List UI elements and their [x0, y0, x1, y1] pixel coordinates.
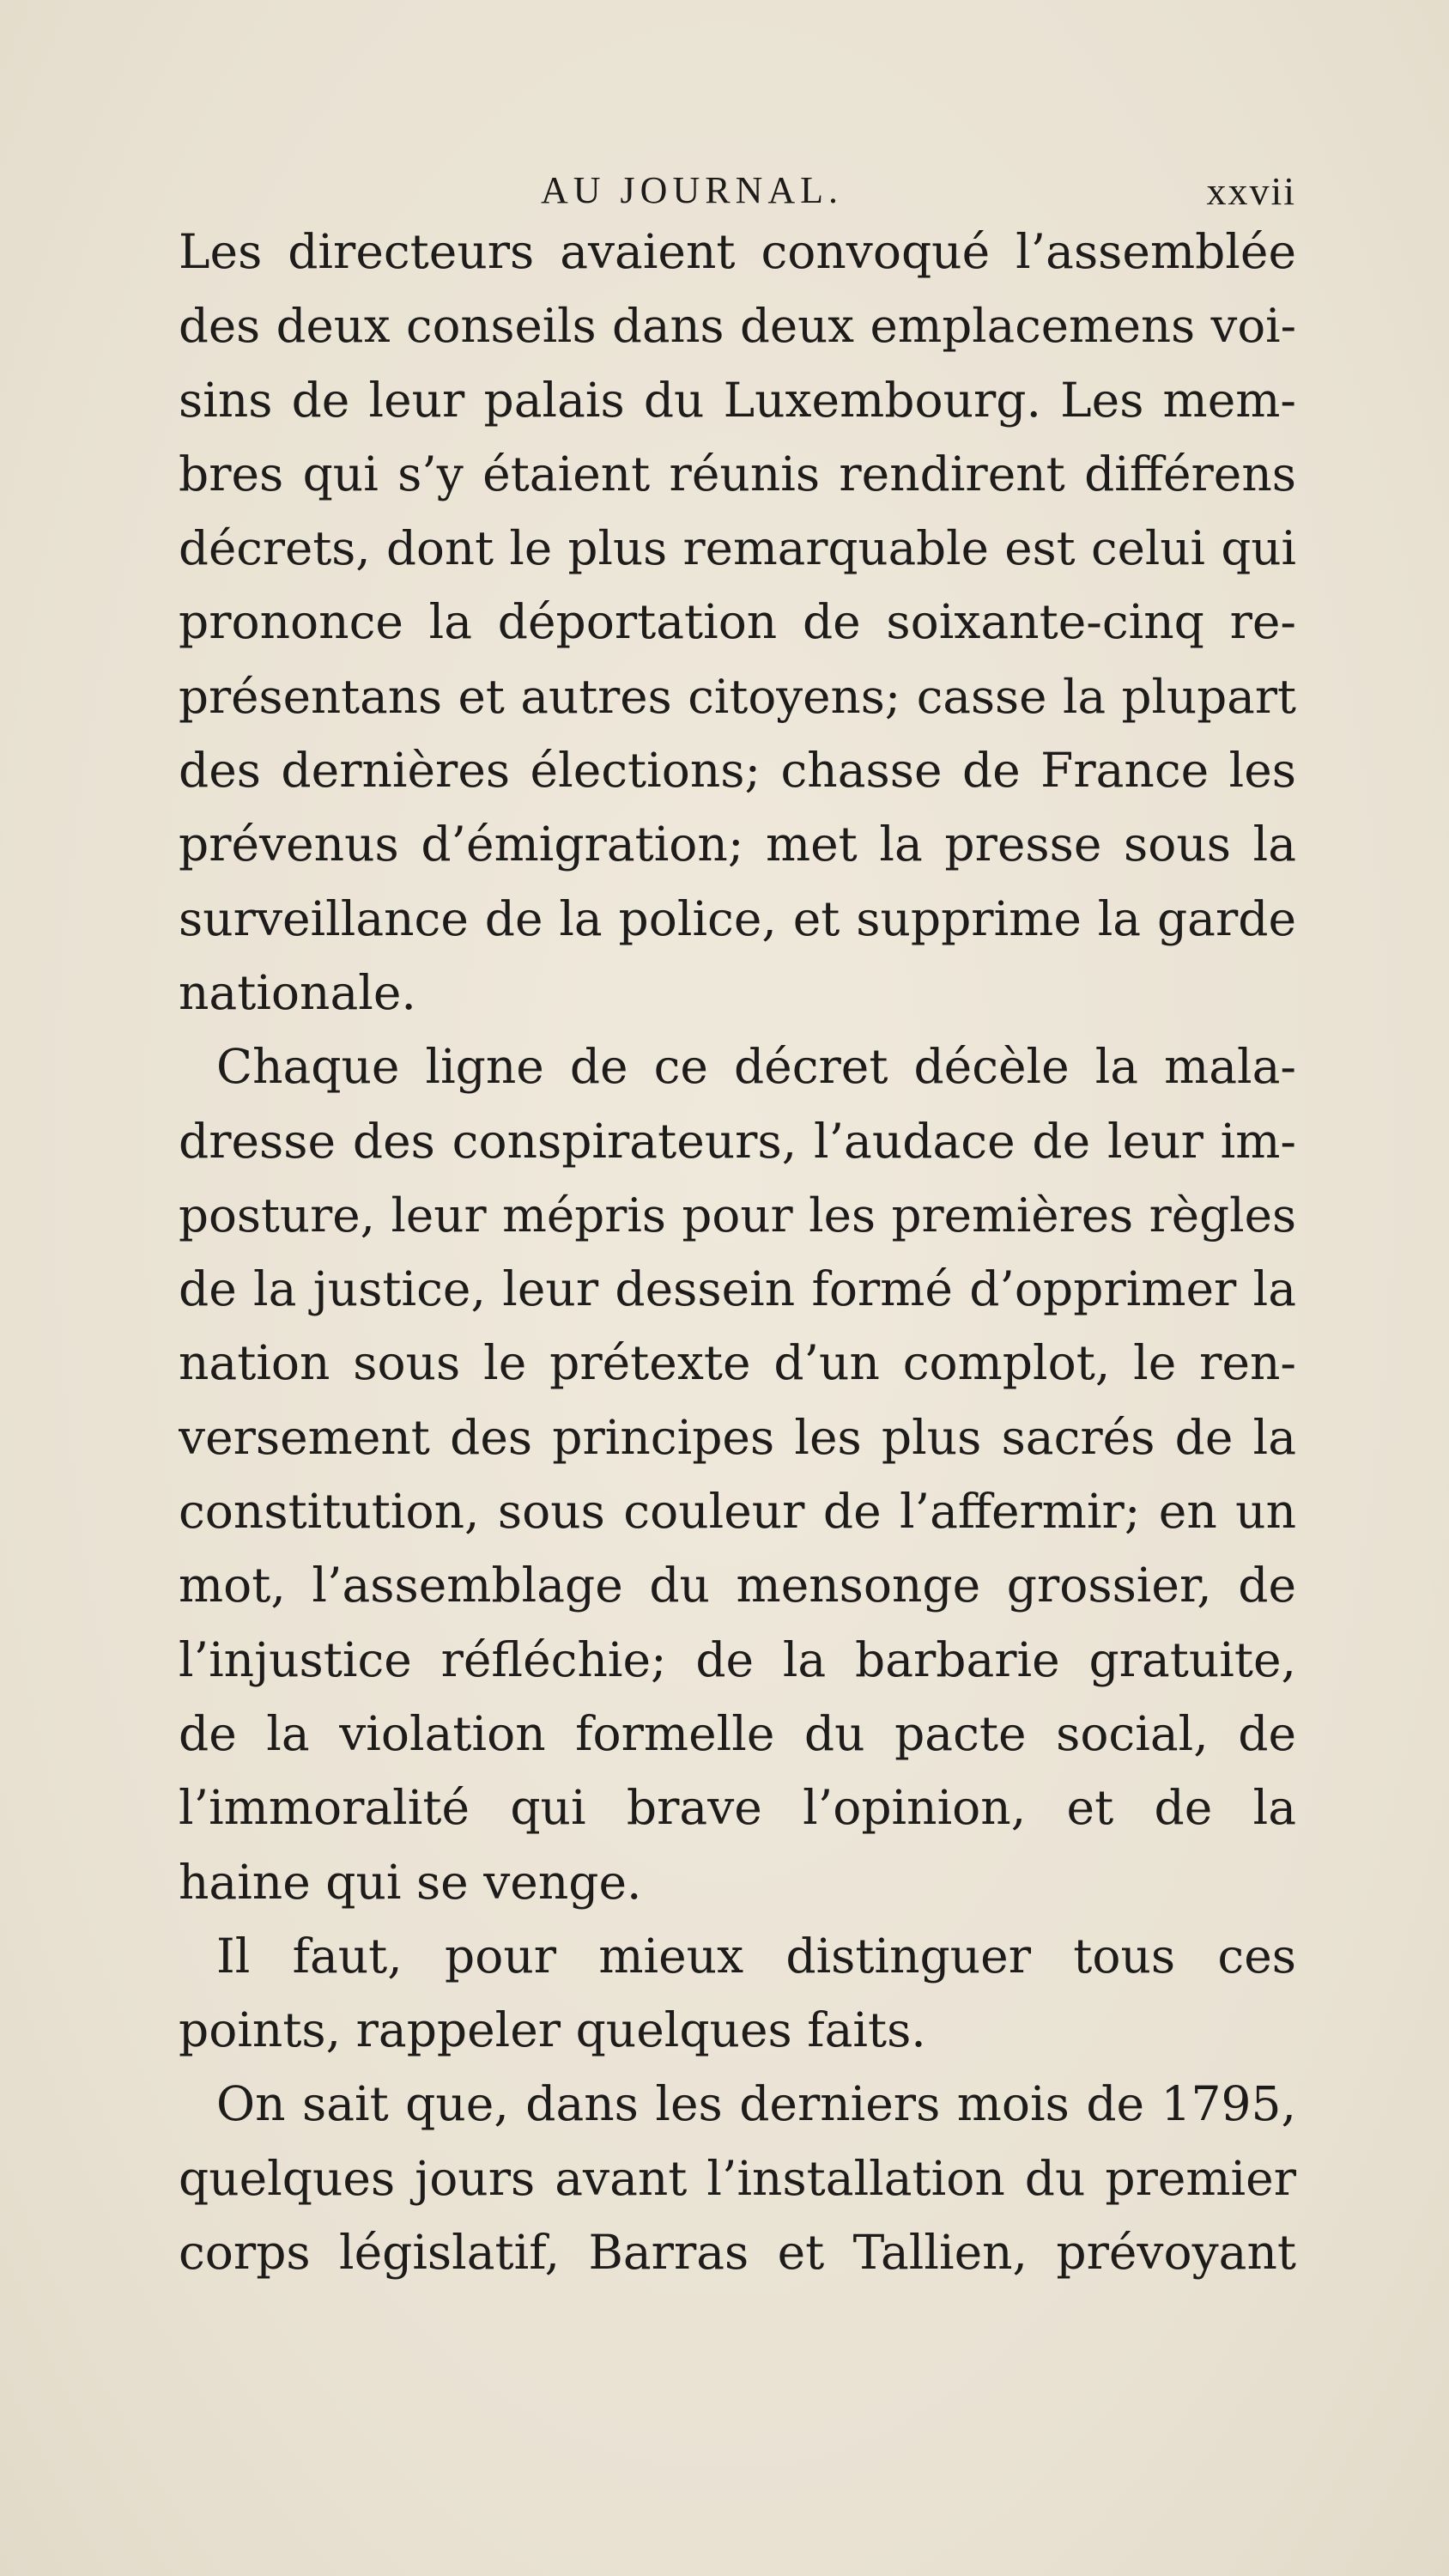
text-line: constitution, sous couleur de l’affermir; en un	[179, 1484, 1296, 1540]
text-line: l’immoralité qui brave l’opinion, et de la	[179, 1780, 1296, 1836]
text-line: des dernières élections; chasse de France les	[179, 743, 1296, 799]
body-text	[179, 215, 1296, 2289]
text-line: surveillance de la police, et supprime la garde	[179, 890, 1296, 946]
text-line: nationale.	[179, 964, 416, 1020]
text-line: bres qui s’y étaient réunis rendirent différens	[179, 446, 1296, 501]
text-line: de la violation formelle du pacte social, de	[179, 1705, 1296, 1761]
running-title: AU JOURNAL.	[541, 169, 843, 211]
text-line: prononce la déportation de soixante-cinq re-	[179, 594, 1296, 650]
running-head	[180, 168, 1296, 220]
text-line: l’injustice réfléchie; de la barbarie gratuite,	[179, 1631, 1296, 1687]
text-line: présentans et autres citoyens; casse la plupart	[179, 668, 1296, 724]
text-line: quelques jours avant l’installation du premier	[179, 2150, 1296, 2206]
text-line: dresse des conspirateurs, l’audace de leur im-	[179, 1113, 1296, 1169]
text-line: posture, leur mépris pour les premières règles	[179, 1187, 1296, 1242]
text-line: prévenus d’émigration; met la presse sous la	[179, 817, 1296, 872]
text-line: nation sous le prétexte d’un complot, le ren-	[179, 1335, 1296, 1391]
text-line: corps législatif, Barras et Tallien, prévoyant	[179, 2225, 1296, 2281]
text-line: Chaque ligne de ce décret décèle la mala-	[216, 1039, 1296, 1095]
text-line: décrets, dont le plus remarquable est celui qui	[179, 520, 1296, 576]
text-line: Les directeurs avaient convoqué l’assemblée	[179, 224, 1296, 279]
page-number: xxvii	[1206, 169, 1296, 213]
text-line: haine qui se venge.	[179, 1854, 642, 1910]
text-line: mot, l’assemblage du mensonge grossier, de	[179, 1558, 1296, 1613]
text-line: sins de leur palais du Luxembourg. Les mem-	[179, 372, 1296, 428]
text-line: de la justice, leur dessein formé d’opprimer la	[179, 1261, 1296, 1317]
text-line: On sait que, dans les derniers mois de 1795,	[216, 2076, 1296, 2132]
text-line: points, rappeler quelques faits.	[179, 2002, 926, 2058]
text-line: Il faut, pour mieux distinguer tous ces	[216, 1928, 1296, 1984]
text-line: versement des principes les plus sacrés de la	[179, 1409, 1296, 1465]
text-line: des deux conseils dans deux emplacemens voi-	[179, 298, 1296, 354]
